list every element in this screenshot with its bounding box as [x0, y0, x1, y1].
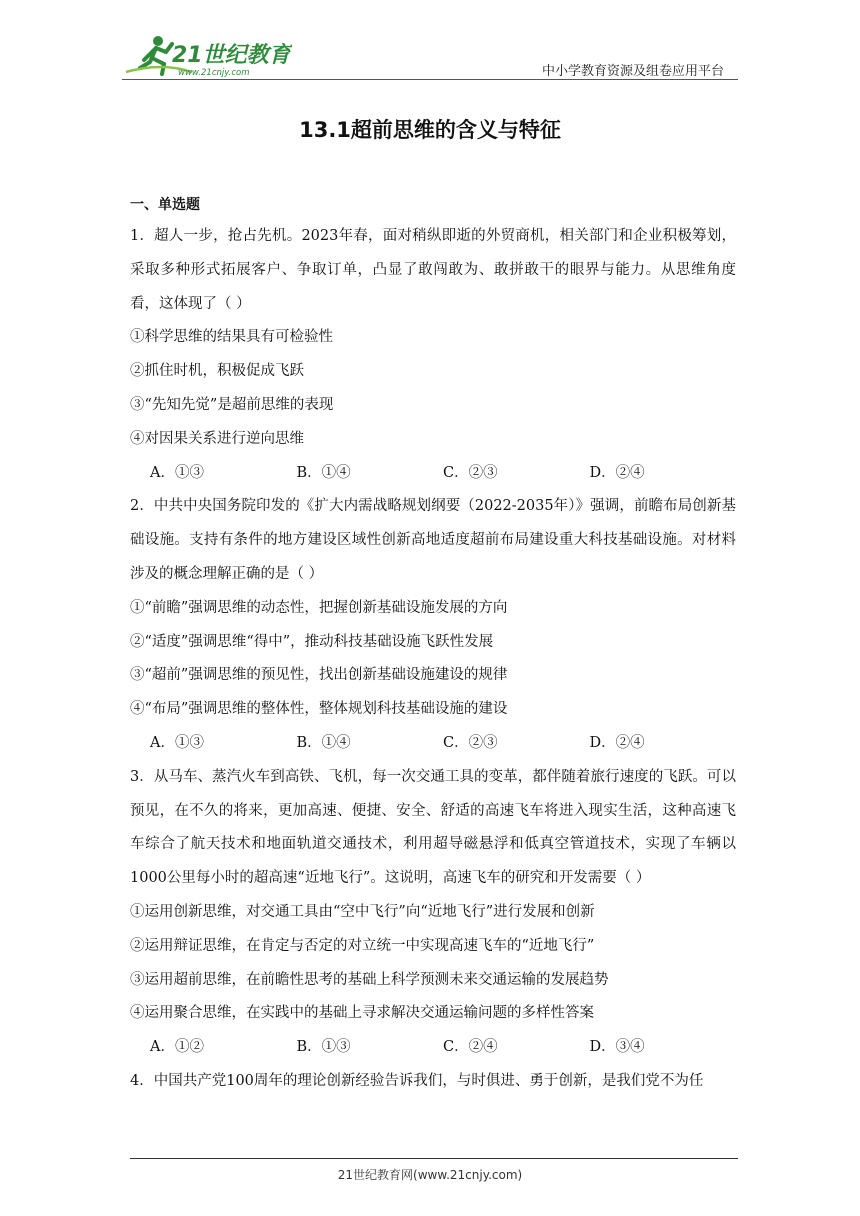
option-c[interactable]: C．②④ [443, 1039, 498, 1056]
option-b[interactable]: B．①④ [296, 464, 351, 481]
question-stem: 1．超人一步，抢占先机。2023年春，面对稍纵即逝的外贸商机，相关部门和企业积极筹划，采取多种形式拓展客户、争取订单，凸显了敢闯敢为、敢拼敢干的眼界与能力。从思维角度看，这体现了（ ） [130, 228, 736, 312]
statement: ①运用创新思维，对交通工具由“空中飞行”向“近地飞行”进行发展和创新 [130, 903, 595, 920]
option-a[interactable]: A．①③ [150, 464, 204, 481]
answer-options [130, 457, 736, 491]
statement: ②“适度”强调思维“得中”，推动科技基础设施飞跃性发展 [130, 633, 494, 650]
statement: ②抓住时机，积极促成飞跃 [130, 363, 304, 380]
question-stem: 3．从马车、蒸汽火车到高铁、飞机，每一次交通工具的变革，都伴随着旅行速度的飞跃。可以预见，在不久的将来，更加高速、便捷、安全、舒适的高速飞车将进入现实生活，这种高速飞车综合了航天技术和地面轨道交通技术，利用超导磁悬浮和低真空管道技术，实现了车辆以1000公里每小时的超高速“近地飞行”。这说明，高速飞车的研究和开发需要（ ） [130, 768, 736, 887]
question-1 [130, 220, 736, 490]
question-3 [130, 761, 736, 1065]
option-a[interactable]: A．①② [150, 1039, 204, 1056]
statement: ①科学思维的结果具有可检验性 [130, 329, 333, 346]
statement: ①“前瞻”强调思维的动态性，把握创新基础设施发展的方向 [130, 599, 508, 616]
site-logo [122, 32, 292, 80]
statement: ②运用辩证思维，在肯定与否定的对立统一中实现高速飞车的“近地飞行” [130, 937, 595, 954]
answer-options [130, 1031, 736, 1065]
svg-text:21世纪教育: 21世纪教育 [172, 43, 291, 68]
document-body [130, 194, 736, 1099]
statement: ③运用超前思维，在前瞻性思考的基础上科学预测未来交通运输的发展趋势 [130, 971, 609, 988]
answer-options [130, 727, 736, 761]
page-footer: 21世纪教育网(www.21cnjy.com) [337, 1168, 523, 1182]
statement: ③“先知先觉”是超前思维的表现 [130, 396, 334, 413]
option-b[interactable]: B．①③ [296, 1039, 351, 1056]
header-divider [122, 79, 738, 80]
statement: ③“超前”强调思维的预见性，找出创新基础设施建设的规律 [130, 667, 508, 684]
option-d[interactable]: D．②④ [589, 464, 645, 481]
document-title: 13.1超前思维的含义与特征 [299, 118, 561, 142]
page-header [0, 0, 860, 86]
footer-divider [130, 1158, 738, 1159]
platform-name: 中小学教育资源及组卷应用平台 [541, 64, 724, 79]
statement: ④对因果关系进行逆向思维 [130, 430, 304, 447]
statement: ④“布局”强调思维的整体性，整体规划科技基础设施的建设 [130, 701, 508, 718]
option-c[interactable]: C．②③ [443, 464, 498, 481]
section-heading: 一、单选题 [130, 197, 200, 213]
question-2 [130, 490, 736, 760]
option-d[interactable]: D．②④ [589, 734, 645, 751]
question-stem: 2．中共中央国务院印发的《扩大内需战略规划纲要（2022-2035年）》强调，前瞻布局创新基础设施。支持有条件的地方建设区域性创新高地适度超前布局建设重大科技基础设施。对材料涉及的概念理解正确的是（ ） [130, 498, 736, 582]
option-a[interactable]: A．①③ [150, 734, 204, 751]
option-b[interactable]: B．①④ [296, 734, 351, 751]
option-c[interactable]: C．②③ [443, 734, 498, 751]
statement: ④运用聚合思维，在实践中的基础上寻求解决交通运输问题的多样性答案 [130, 1005, 594, 1022]
svg-text:www.21cnjy.com: www.21cnjy.com [178, 68, 250, 78]
option-d[interactable]: D．③④ [589, 1039, 645, 1056]
runner-logo-icon [122, 32, 292, 80]
question-4-stem: 4．中国共产党100周年的理论创新经验告诉我们，与时俱进、勇于创新，是我们党不为任 [130, 1072, 704, 1089]
